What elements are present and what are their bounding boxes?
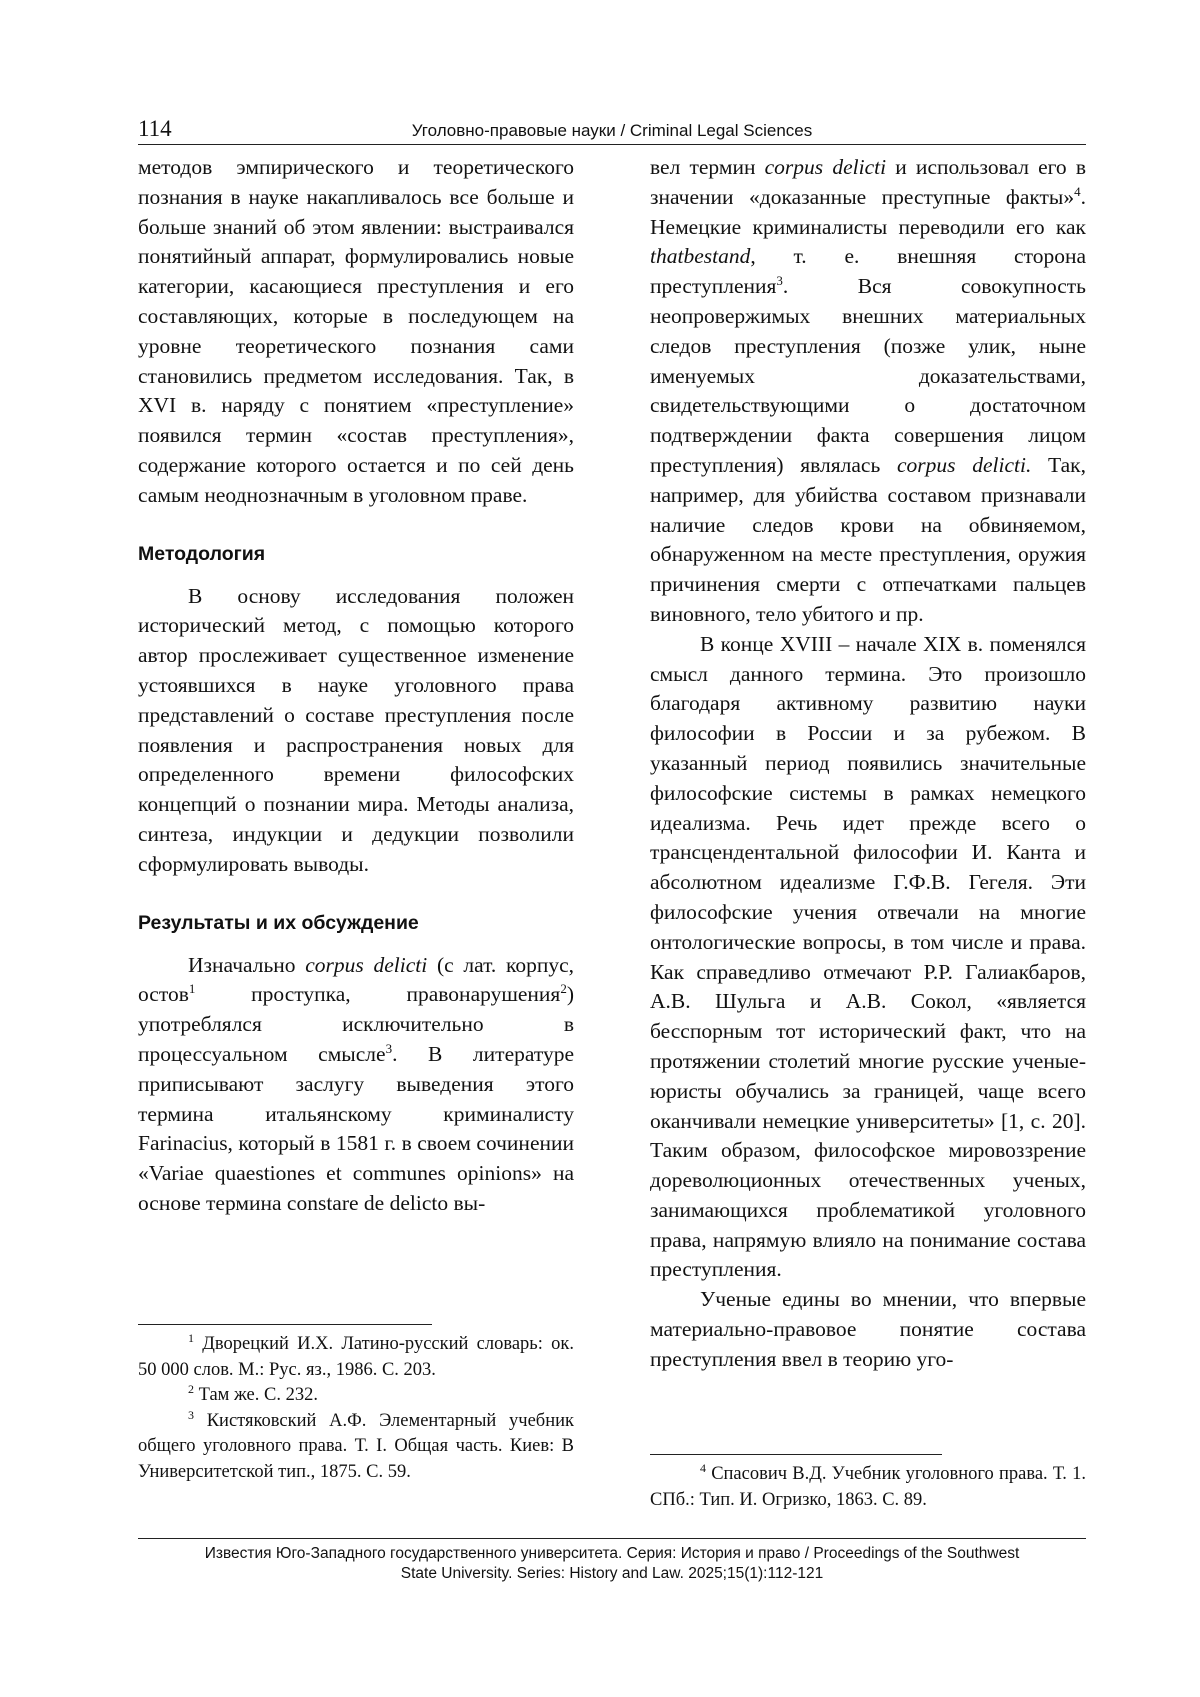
section-heading-results: Результаты и их обсуждение <box>138 911 419 934</box>
footnote <box>650 1462 1086 1513</box>
running-title: Уголовно-правовые науки / Criminal Legal Sciences <box>411 121 813 140</box>
footnote-number: 2 <box>188 1382 194 1396</box>
footnote-number: 4 <box>700 1461 706 1475</box>
latin-term: corpus delicti <box>764 155 887 179</box>
text-run: Так, например, для убийства составом признавали наличие следов крови на обвиняемом, обнаруженном на месте преступления, оружия причинения смерти с отпечатками пальцев виновного, тело убитого и пр. <box>650 452 1086 626</box>
text-run: (с лат. корпус, остов <box>138 952 574 1007</box>
footnote-text: Спасович В.Д. Учебник уголовного права. Т. 1. СПб.: Тип. И. Огризко, 1863. С. 89. <box>650 1464 1086 1510</box>
footnote-ref[interactable]: 2 <box>560 981 567 997</box>
paragraph <box>650 153 1086 630</box>
footnote-ref[interactable]: 3 <box>776 273 783 289</box>
footnote-number: 3 <box>188 1407 194 1422</box>
text-run: вел термин <box>650 155 765 179</box>
footnote <box>138 1332 574 1383</box>
page-number: 114 <box>138 116 172 141</box>
right-column <box>650 153 1086 1375</box>
section-heading-methodology: Методология <box>138 542 266 565</box>
footnote-ref[interactable]: 1 <box>188 981 196 997</box>
footnotes-right <box>650 1462 1086 1513</box>
text-run: . В литературе приписывают заслугу выведения этого термина итальянскому криминалисту Farinacius, который в 1581 г. в своем сочинении «Variae quaestiones et communes opinions» на основе термина constare de delicto вы- <box>138 1041 574 1215</box>
latin-term: thatbestand <box>650 244 751 269</box>
paragraph: Ученые едины во мнении, что впервые материально-правовое понятие состава преступления ввел в теорию уго- <box>650 1287 1086 1371</box>
paragraph: В основу исследования положен исторический метод, с помощью которого автор прослеживает существенное изменение устоявшихся в науке уголовного права представлений о составе преступления после появления и распространения новых для определенного времени философских концепций о познании мира. Методы анализа, синтеза, индукции и дедукции позволили сформулировать выводы. <box>138 583 574 876</box>
footnote-ref[interactable]: 3 <box>385 1040 393 1056</box>
footnote-number: 1 <box>188 1331 194 1345</box>
footnotes-left <box>138 1332 574 1485</box>
text-run: и использовал его в значении «доказанные преступные факты» <box>650 155 1087 209</box>
footer-line: State University. Series: History and Law. 2025;15(1):112-121 <box>400 1565 824 1582</box>
text-run: . Вся совокупность неопровержимых внешних материальных следов преступления (позже улик, ныне именуемых доказательствами, свидетельствующими о достаточном подтверждении факта совершения лицом преступления) являлась <box>650 274 1086 477</box>
footnote-divider <box>650 1454 942 1455</box>
text-run: . Немецкие криминалисты переводили его как <box>650 184 1086 239</box>
footnote-ref[interactable]: 4 <box>1074 183 1081 199</box>
text-run: Изначально <box>188 952 306 977</box>
footnote-text: Кистяковский А.Ф. Элементарный учебник общего уголовного права. Т. I. Общая часть. Киев: В Университетской тип., 1875. С. 59. <box>138 1410 574 1482</box>
text-run: ) употреблялся исключительно в процессуальном смысле <box>138 982 574 1066</box>
text-run: , т. е. внешняя сторона преступления <box>650 244 1086 299</box>
footnote-text: Там же. С. 232. <box>194 1385 318 1405</box>
footnote <box>138 1383 574 1409</box>
running-header <box>138 118 1086 145</box>
latin-term: corpus delicti. <box>896 452 1032 477</box>
text-run: проступка, правонарушения <box>195 982 561 1007</box>
paragraph: В конце XVIII – начале XIX в. поменялся смысл данного термина. Это произошло благодаря активному развитию науки философии в России и за рубежом. В указанный период появились значительные философские системы в рамках немецкого идеализма. Речь идет прежде всего о трансцендентальной философии И. Канта и абсолютном идеализме Г.Ф.В. Гегеля. Эти философские учения отвечали на многие онтологические вопросы, в том числе и права. Как справедливо отмечают Р.Р. Галиакбаров, А.В. Шульга и А.В. Сокол, «является бесспорным тот исторический факт, что на протяжении столетий многие русские ученые-юристы обучались за границей, чаще всего оканчивали немецкие университеты» [1, с. 20]. Таким образом, философское мировоззрение дореволюционных отечественных ученых, занимающихся проблематикой уголовного права, напрямую влияло на понимание состава преступления. <box>650 631 1086 1282</box>
paragraph: методов эмпирического и теоретического познания в науке накапливалось все больше и больше знаний об этом явлении: выстраивался понятийный аппарат, формулировались новые категории, касающиеся преступления и его составляющих, которые в последующем на уровне теоретического познания сами становились предметом исследования. Так, в XVI в. наряду с понятием «преступление» появился термин «состав преступления», содержание которого остается и по сей день самым неоднозначным в уголовном праве. <box>138 155 574 507</box>
footnote-divider <box>138 1324 432 1325</box>
journal-footer <box>138 1538 1086 1584</box>
footnote-text: Дворецкий И.Х. Латино-русский словарь: ок. 50 000 слов. М.: Рус. яз., 1986. С. 203. <box>138 1334 574 1380</box>
left-column <box>138 153 574 1219</box>
paragraph <box>138 951 574 1219</box>
latin-term: corpus delicti <box>305 952 428 977</box>
footer-line: Известия Юго-Западного государственного университета. Серия: История и право / Proceedings of the Southwest <box>204 1545 1020 1562</box>
footnote <box>138 1409 574 1486</box>
